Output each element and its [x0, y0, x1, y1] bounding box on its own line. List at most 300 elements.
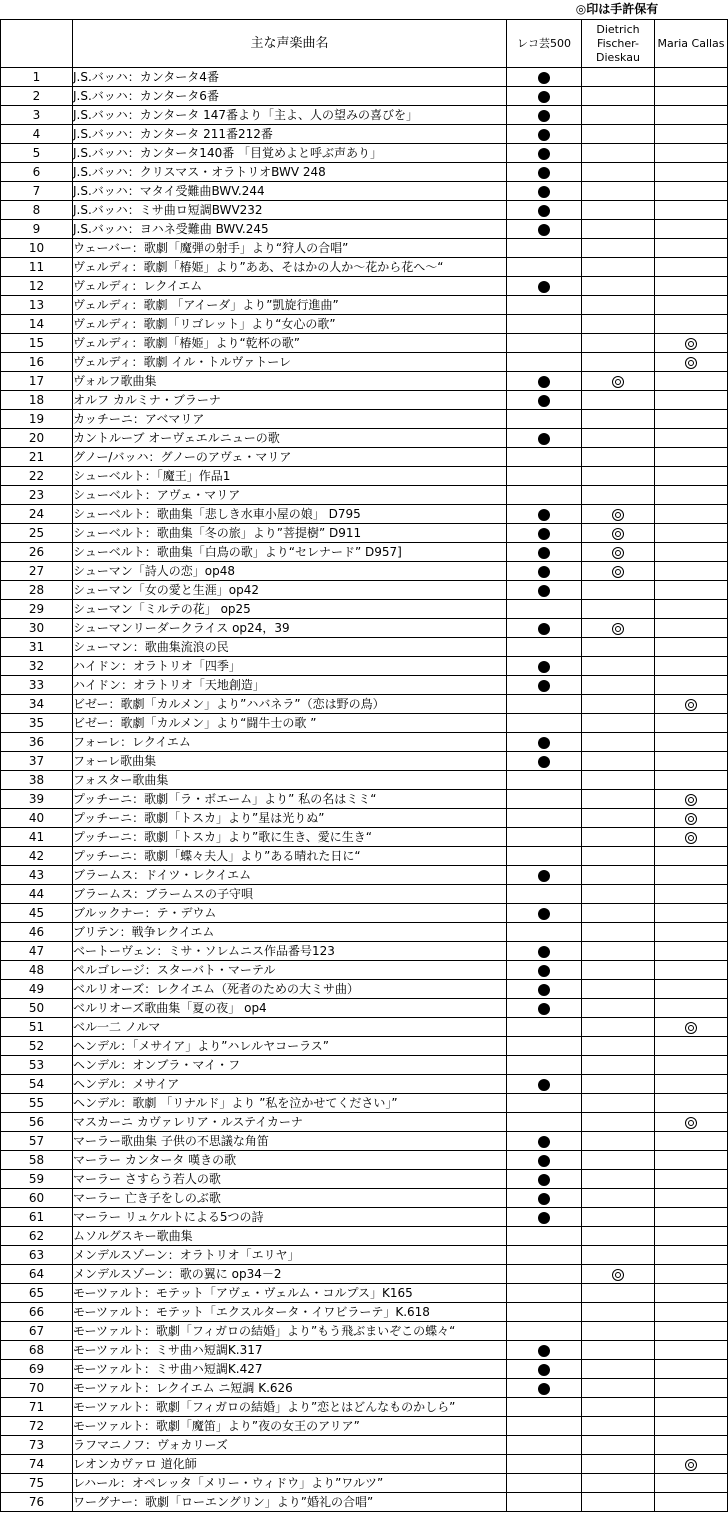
filled-circle-icon — [538, 547, 550, 559]
table-row — [1, 486, 728, 505]
row-number: 16 — [1, 353, 73, 372]
row-number: 5 — [1, 144, 73, 163]
song-title: モーツァルト：レクイエム ニ短調 K.626 — [73, 1379, 507, 1398]
mark-record-geijutsu — [507, 733, 582, 752]
mark-maria-callas — [655, 1189, 728, 1208]
mark-fischer-dieskau — [582, 239, 655, 258]
double-circle-icon — [685, 813, 697, 825]
song-title: マーラー さすらう若人の歌 — [73, 1170, 507, 1189]
mark-record-geijutsu — [507, 847, 582, 866]
song-title: J.S.バッハ：マタイ受難曲BWV.244 — [73, 182, 507, 201]
table-row — [1, 334, 728, 353]
song-title: ヘンデル：「メサイア」より”ハレルヤコーラス” — [73, 1037, 507, 1056]
song-title: ヴェルディ：歌劇「リゴレット」より“女心の歌” — [73, 315, 507, 334]
mark-maria-callas — [655, 866, 728, 885]
row-number: 25 — [1, 524, 73, 543]
mark-maria-callas — [655, 258, 728, 277]
mark-fischer-dieskau — [582, 1189, 655, 1208]
double-circle-icon — [612, 376, 624, 388]
mark-fischer-dieskau — [582, 1208, 655, 1227]
double-circle-icon — [685, 794, 697, 806]
table-row — [1, 1189, 728, 1208]
mark-record-geijutsu — [507, 1417, 582, 1436]
mark-maria-callas — [655, 467, 728, 486]
mark-maria-callas — [655, 1455, 728, 1474]
mark-record-geijutsu — [507, 239, 582, 258]
mark-record-geijutsu — [507, 904, 582, 923]
mark-maria-callas — [655, 1341, 728, 1360]
table-row — [1, 201, 728, 220]
song-title: マーラー 亡き子をしのぶ歌 — [73, 1189, 507, 1208]
row-number: 23 — [1, 486, 73, 505]
song-title: レオンカヴァロ 道化師 — [73, 1455, 507, 1474]
filled-circle-icon — [538, 946, 550, 958]
song-title: ムソルグスキー歌曲集 — [73, 1227, 507, 1246]
double-circle-icon — [612, 509, 624, 521]
mark-fischer-dieskau — [582, 1493, 655, 1512]
song-title: J.S.バッハ：ミサ曲ロ短調BWV232 — [73, 201, 507, 220]
song-title: J.S.バッハ：ヨハネ受難曲 BWV.245 — [73, 220, 507, 239]
row-number: 58 — [1, 1151, 73, 1170]
table-row — [1, 1246, 728, 1265]
mark-record-geijutsu — [507, 980, 582, 999]
song-title: J.S.バッハ：カンタータ4番 — [73, 68, 507, 87]
mark-fischer-dieskau — [582, 1398, 655, 1417]
mark-fischer-dieskau — [582, 733, 655, 752]
filled-circle-icon — [538, 737, 550, 749]
row-number: 30 — [1, 619, 73, 638]
mark-maria-callas — [655, 1151, 728, 1170]
filled-circle-icon — [538, 661, 550, 673]
table-row — [1, 1094, 728, 1113]
mark-fischer-dieskau — [582, 87, 655, 106]
mark-maria-callas — [655, 201, 728, 220]
row-number: 15 — [1, 334, 73, 353]
song-title: ウェーバー：歌劇「魔弾の射手」より“狩人の合唱” — [73, 239, 507, 258]
song-title: ヘンデル：歌劇 「リナルド」より ”私を泣かせてください」” — [73, 1094, 507, 1113]
mark-maria-callas — [655, 771, 728, 790]
double-circle-icon — [685, 357, 697, 369]
mark-fischer-dieskau — [582, 467, 655, 486]
table-row — [1, 752, 728, 771]
mark-maria-callas — [655, 277, 728, 296]
row-number: 49 — [1, 980, 73, 999]
filled-circle-icon — [538, 509, 550, 521]
mark-maria-callas — [655, 885, 728, 904]
mark-maria-callas — [655, 429, 728, 448]
mark-maria-callas — [655, 334, 728, 353]
mark-fischer-dieskau — [582, 562, 655, 581]
song-title: ベルリオーズ：レクイエム（死者のための大ミサ曲） — [73, 980, 507, 999]
mark-fischer-dieskau — [582, 277, 655, 296]
song-title: シューベルト：歌曲集「白鳥の歌」より“セレナード” D957] — [73, 543, 507, 562]
mark-record-geijutsu — [507, 1151, 582, 1170]
filled-circle-icon — [538, 129, 550, 141]
song-title: モーツァルト：歌劇「フィガロの結婚」より”もう飛ぶまいぞこの蝶々“ — [73, 1322, 507, 1341]
song-title: モーツァルト：歌劇「フィガロの結婚」より”恋とはどんなものかしら” — [73, 1398, 507, 1417]
mark-record-geijutsu — [507, 1493, 582, 1512]
mark-fischer-dieskau — [582, 1455, 655, 1474]
filled-circle-icon — [538, 1003, 550, 1015]
mark-maria-callas — [655, 1227, 728, 1246]
mark-maria-callas — [655, 1094, 728, 1113]
table-row — [1, 1379, 728, 1398]
mark-fischer-dieskau — [582, 847, 655, 866]
mark-fischer-dieskau — [582, 1474, 655, 1493]
mark-fischer-dieskau — [582, 600, 655, 619]
row-number: 44 — [1, 885, 73, 904]
song-title: シューマン「ミルテの花」 op25 — [73, 600, 507, 619]
mark-fischer-dieskau — [582, 1341, 655, 1360]
song-title: ビゼー：歌劇「カルメン」より”ハバネラ”（恋は野の鳥） — [73, 695, 507, 714]
mark-fischer-dieskau — [582, 524, 655, 543]
filled-circle-icon — [538, 110, 550, 122]
row-number: 21 — [1, 448, 73, 467]
header-number — [1, 20, 73, 68]
table-row — [1, 828, 728, 847]
mark-record-geijutsu — [507, 714, 582, 733]
table-row — [1, 657, 728, 676]
song-title: ベル一二 ノルマ — [73, 1018, 507, 1037]
row-number: 20 — [1, 429, 73, 448]
mark-fischer-dieskau — [582, 258, 655, 277]
row-number: 3 — [1, 106, 73, 125]
mark-record-geijutsu — [507, 1360, 582, 1379]
row-number: 56 — [1, 1113, 73, 1132]
mark-maria-callas — [655, 942, 728, 961]
row-number: 31 — [1, 638, 73, 657]
table-row — [1, 809, 728, 828]
row-number: 14 — [1, 315, 73, 334]
filled-circle-icon — [538, 908, 550, 920]
table-row — [1, 277, 728, 296]
mark-record-geijutsu — [507, 429, 582, 448]
filled-circle-icon — [538, 680, 550, 692]
row-number: 4 — [1, 125, 73, 144]
mark-fischer-dieskau — [582, 1284, 655, 1303]
song-title: ビゼー：歌劇「カルメン」より“闘牛士の歌 ” — [73, 714, 507, 733]
mark-maria-callas — [655, 809, 728, 828]
mark-record-geijutsu — [507, 581, 582, 600]
table-row — [1, 1151, 728, 1170]
double-circle-icon — [612, 566, 624, 578]
table-row — [1, 638, 728, 657]
double-circle-icon — [612, 1269, 624, 1281]
table-row — [1, 372, 728, 391]
double-circle-icon — [685, 338, 697, 350]
row-number: 1 — [1, 68, 73, 87]
row-number: 62 — [1, 1227, 73, 1246]
table-row — [1, 885, 728, 904]
mark-record-geijutsu — [507, 372, 582, 391]
filled-circle-icon — [538, 965, 550, 977]
row-number: 2 — [1, 87, 73, 106]
mark-record-geijutsu — [507, 182, 582, 201]
table-row — [1, 429, 728, 448]
mark-maria-callas — [655, 695, 728, 714]
mark-record-geijutsu — [507, 1113, 582, 1132]
song-table — [0, 19, 728, 1512]
row-number: 24 — [1, 505, 73, 524]
table-row — [1, 1360, 728, 1379]
filled-circle-icon — [538, 1364, 550, 1376]
mark-maria-callas — [655, 68, 728, 87]
header-row — [1, 20, 728, 68]
filled-circle-icon — [538, 756, 550, 768]
filled-circle-icon — [538, 148, 550, 160]
song-title: J.S.バッハ：カンタータ6番 — [73, 87, 507, 106]
mark-record-geijutsu — [507, 1094, 582, 1113]
song-title: ヴェルディ：歌劇「椿姫」より“乾杯の歌” — [73, 334, 507, 353]
mark-record-geijutsu — [507, 1018, 582, 1037]
row-number: 29 — [1, 600, 73, 619]
song-title: モーツァルト：モテット「アヴェ・ヴェルム・コルプス」K165 — [73, 1284, 507, 1303]
row-number: 69 — [1, 1360, 73, 1379]
song-title: シューベルト：「魔王」作品1 — [73, 467, 507, 486]
table-row — [1, 448, 728, 467]
song-title: ヴェルディ：歌劇 「アイーダ」より”凱旋行進曲” — [73, 296, 507, 315]
row-number: 18 — [1, 391, 73, 410]
filled-circle-icon — [538, 433, 550, 445]
row-number: 45 — [1, 904, 73, 923]
song-title: プッチーニ：歌劇「トスカ」より”星は光りぬ” — [73, 809, 507, 828]
mark-record-geijutsu — [507, 486, 582, 505]
filled-circle-icon — [538, 623, 550, 635]
table-row — [1, 1455, 728, 1474]
mark-fischer-dieskau — [582, 1132, 655, 1151]
mark-fischer-dieskau — [582, 315, 655, 334]
mark-maria-callas — [655, 733, 728, 752]
mark-maria-callas — [655, 790, 728, 809]
mark-maria-callas — [655, 448, 728, 467]
mark-record-geijutsu — [507, 68, 582, 87]
row-number: 47 — [1, 942, 73, 961]
double-circle-icon — [612, 547, 624, 559]
mark-fischer-dieskau — [582, 619, 655, 638]
row-number: 64 — [1, 1265, 73, 1284]
mark-record-geijutsu — [507, 1037, 582, 1056]
mark-record-geijutsu — [507, 1322, 582, 1341]
row-number: 71 — [1, 1398, 73, 1417]
filled-circle-icon — [538, 91, 550, 103]
song-title: ヘンデル：メサイア — [73, 1075, 507, 1094]
mark-record-geijutsu — [507, 771, 582, 790]
table-row — [1, 1132, 728, 1151]
row-number: 73 — [1, 1436, 73, 1455]
mark-fischer-dieskau — [582, 714, 655, 733]
mark-fischer-dieskau — [582, 106, 655, 125]
song-title: プッチーニ：歌劇「ラ・ボエーム」より” 私の名はミミ“ — [73, 790, 507, 809]
table-row — [1, 980, 728, 999]
table-row — [1, 1170, 728, 1189]
song-title: マーラー カンタータ 嘆きの歌 — [73, 1151, 507, 1170]
mark-maria-callas — [655, 1037, 728, 1056]
mark-fischer-dieskau — [582, 1360, 655, 1379]
row-number: 28 — [1, 581, 73, 600]
mark-record-geijutsu — [507, 1284, 582, 1303]
mark-maria-callas — [655, 1056, 728, 1075]
song-title: カッチーニ：アベマリア — [73, 410, 507, 429]
row-number: 46 — [1, 923, 73, 942]
table-row — [1, 220, 728, 239]
song-title: モーツァルト：モテット「エクスルタータ・イワビラーテ」K.618 — [73, 1303, 507, 1322]
mark-record-geijutsu — [507, 334, 582, 353]
row-number: 66 — [1, 1303, 73, 1322]
song-title: シューマンリーダークライス op24，39 — [73, 619, 507, 638]
mark-maria-callas — [655, 638, 728, 657]
song-title: ヘンデル：オンブラ・マイ・フ — [73, 1056, 507, 1075]
mark-maria-callas — [655, 1379, 728, 1398]
row-number: 33 — [1, 676, 73, 695]
row-number: 40 — [1, 809, 73, 828]
table-row — [1, 543, 728, 562]
mark-record-geijutsu — [507, 467, 582, 486]
song-title: フォスター歌曲集 — [73, 771, 507, 790]
song-title: フォーレ：レクイエム — [73, 733, 507, 752]
mark-record-geijutsu — [507, 1170, 582, 1189]
table-row — [1, 1322, 728, 1341]
row-number: 74 — [1, 1455, 73, 1474]
mark-fischer-dieskau — [582, 182, 655, 201]
mark-maria-callas — [655, 353, 728, 372]
song-title: シューマン：歌曲集流浪の民 — [73, 638, 507, 657]
table-row — [1, 847, 728, 866]
header-fischer-dieskau: Dietrich Fischer-Dieskau — [582, 20, 655, 68]
song-title: J.S.バッハ：カンタータ 211番212番 — [73, 125, 507, 144]
song-title: ヴェルディ：レクイエム — [73, 277, 507, 296]
table-row — [1, 1436, 728, 1455]
song-title: オルフ カルミナ・ブラーナ — [73, 391, 507, 410]
mark-maria-callas — [655, 1493, 728, 1512]
mark-maria-callas — [655, 1132, 728, 1151]
mark-maria-callas — [655, 1303, 728, 1322]
mark-maria-callas — [655, 125, 728, 144]
row-number: 55 — [1, 1094, 73, 1113]
filled-circle-icon — [538, 224, 550, 236]
song-title: ブルックナー：テ・デウム — [73, 904, 507, 923]
table-row — [1, 790, 728, 809]
row-number: 38 — [1, 771, 73, 790]
mark-record-geijutsu — [507, 885, 582, 904]
row-number: 11 — [1, 258, 73, 277]
table-row — [1, 714, 728, 733]
mark-fischer-dieskau — [582, 1379, 655, 1398]
mark-fischer-dieskau — [582, 1227, 655, 1246]
mark-maria-callas — [655, 144, 728, 163]
table-row — [1, 1037, 728, 1056]
mark-fischer-dieskau — [582, 980, 655, 999]
row-number: 17 — [1, 372, 73, 391]
row-number: 76 — [1, 1493, 73, 1512]
mark-fischer-dieskau — [582, 1018, 655, 1037]
filled-circle-icon — [538, 167, 550, 179]
double-circle-icon — [685, 1117, 697, 1129]
mark-record-geijutsu — [507, 125, 582, 144]
row-number: 43 — [1, 866, 73, 885]
filled-circle-icon — [538, 1174, 550, 1186]
row-number: 75 — [1, 1474, 73, 1493]
mark-maria-callas — [655, 904, 728, 923]
mark-maria-callas — [655, 315, 728, 334]
mark-maria-callas — [655, 1417, 728, 1436]
mark-fischer-dieskau — [582, 1113, 655, 1132]
mark-maria-callas — [655, 1018, 728, 1037]
mark-record-geijutsu — [507, 809, 582, 828]
row-number: 35 — [1, 714, 73, 733]
mark-maria-callas — [655, 923, 728, 942]
mark-fischer-dieskau — [582, 144, 655, 163]
mark-maria-callas — [655, 600, 728, 619]
mark-record-geijutsu — [507, 1455, 582, 1474]
mark-maria-callas — [655, 1398, 728, 1417]
mark-record-geijutsu — [507, 391, 582, 410]
table-row — [1, 182, 728, 201]
mark-maria-callas — [655, 1322, 728, 1341]
table-row — [1, 562, 728, 581]
mark-fischer-dieskau — [582, 410, 655, 429]
mark-record-geijutsu — [507, 1436, 582, 1455]
mark-record-geijutsu — [507, 543, 582, 562]
table-row — [1, 904, 728, 923]
mark-maria-callas — [655, 562, 728, 581]
table-row — [1, 125, 728, 144]
mark-maria-callas — [655, 714, 728, 733]
song-title: マーラー歌曲集 子供の不思議な角笛 — [73, 1132, 507, 1151]
table-row — [1, 1265, 728, 1284]
double-circle-icon — [685, 699, 697, 711]
filled-circle-icon — [538, 1193, 550, 1205]
song-title: グノー/バッハ：グノーのアヴェ・マリア — [73, 448, 507, 467]
mark-fischer-dieskau — [582, 638, 655, 657]
mark-maria-callas — [655, 1360, 728, 1379]
mark-record-geijutsu — [507, 1265, 582, 1284]
header-record-geijutsu: レコ芸500 — [507, 20, 582, 68]
song-title: J.S.バッハ：カンタータ 147番より「主よ、人の望みの喜びを」 — [73, 106, 507, 125]
mark-record-geijutsu — [507, 828, 582, 847]
table-row — [1, 163, 728, 182]
mark-record-geijutsu — [507, 144, 582, 163]
legend-note: ◎印は手許保有 — [575, 2, 659, 16]
mark-record-geijutsu — [507, 923, 582, 942]
song-title: ベルリオーズ歌曲集「夏の夜」 op4 — [73, 999, 507, 1018]
row-number: 63 — [1, 1246, 73, 1265]
filled-circle-icon — [538, 205, 550, 217]
mark-maria-callas — [655, 410, 728, 429]
song-title: ヴェルディ：歌劇「椿姫」より”ああ、そはかの人か～花から花へ～“ — [73, 258, 507, 277]
mark-record-geijutsu — [507, 353, 582, 372]
table-row — [1, 1075, 728, 1094]
table-row — [1, 733, 728, 752]
row-number: 19 — [1, 410, 73, 429]
table-row — [1, 353, 728, 372]
mark-maria-callas — [655, 524, 728, 543]
table-row — [1, 144, 728, 163]
mark-maria-callas — [655, 1284, 728, 1303]
filled-circle-icon — [538, 528, 550, 540]
mark-maria-callas — [655, 1208, 728, 1227]
row-number: 6 — [1, 163, 73, 182]
filled-circle-icon — [538, 1345, 550, 1357]
row-number: 67 — [1, 1322, 73, 1341]
row-number: 50 — [1, 999, 73, 1018]
row-number: 70 — [1, 1379, 73, 1398]
mark-fischer-dieskau — [582, 1265, 655, 1284]
table-row — [1, 1417, 728, 1436]
table-row — [1, 524, 728, 543]
mark-fischer-dieskau — [582, 885, 655, 904]
double-circle-icon — [685, 1022, 697, 1034]
mark-maria-callas — [655, 581, 728, 600]
